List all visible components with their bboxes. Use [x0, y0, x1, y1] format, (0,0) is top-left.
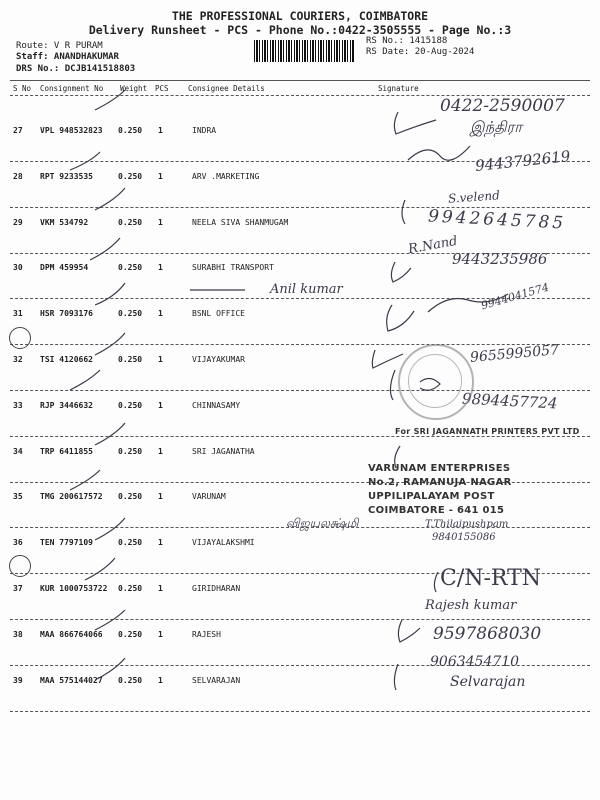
row-pcs: 1 [158, 218, 163, 227]
rs-date: RS Date: 20-Aug-2024 [366, 47, 475, 57]
row-consignment: MAA 866764066 [40, 630, 103, 639]
row-consignee: SELVARAJAN [192, 676, 241, 685]
row-pcs: 1 [158, 172, 163, 181]
row-sno: 36 [13, 538, 23, 547]
row-pcs: 1 [158, 447, 163, 456]
row-consignee: GIRIDHARAN [192, 584, 241, 593]
handwritten-name: Anil kumar [270, 282, 343, 297]
rs-number: RS No.: 1415188 [366, 36, 448, 46]
row-pcs: 1 [158, 126, 163, 135]
runsheet-subtitle: Delivery Runsheet - PCS - Phone No.:0422-3505555 - Page No.:3 [88, 23, 512, 37]
row-weight: 0.250 [118, 676, 143, 685]
row-pcs: 1 [158, 630, 163, 639]
drs-number: DRS No.: DCJB141518803 [16, 64, 136, 74]
row-consignee: SURABHI TRANSPORT [192, 263, 274, 272]
col-pcs: PCS [155, 84, 169, 93]
row-consignment: MAA 575144027 [40, 676, 103, 685]
handwritten-name: விஜயலக்ஷ்மி [286, 516, 359, 530]
row-consignee: INDRA [192, 126, 217, 135]
row-consignment: VPL 948532823 [40, 126, 103, 135]
row-consignee: ARV .MARKETING [192, 172, 260, 181]
col-consignment: Consignment No [40, 84, 104, 93]
handwritten-phone: 9443235986 [452, 250, 548, 268]
row-pcs: 1 [158, 401, 163, 410]
row-pcs: 1 [158, 355, 163, 364]
route: Route: V R PURAM [16, 41, 103, 51]
row-consignee: CHINNASAMY [192, 401, 241, 410]
row-consignee: VARUNAM [192, 492, 226, 501]
row-weight: 0.250 [118, 126, 143, 135]
row-consignee: RAJESH [192, 630, 221, 639]
row-pcs: 1 [158, 492, 163, 501]
row-sno: 29 [13, 218, 23, 227]
row-weight: 0.250 [118, 401, 143, 410]
row-sno: 28 [13, 172, 23, 181]
handwritten-phone: 9597868030 [433, 624, 542, 644]
col-consignee: Consignee Details [188, 84, 265, 93]
handwritten-phone: 9894457724 [461, 389, 558, 413]
handwritten-mark: C/N-RTN [440, 566, 542, 591]
handwritten-name: T.Thilaipushpam [425, 519, 509, 530]
col-signature: Signature [378, 84, 419, 93]
row-sno: 32 [13, 355, 23, 364]
company-stamp: VARUNAM ENTERPRISES [368, 463, 511, 474]
row-sno: 33 [13, 401, 23, 410]
row-weight: 0.250 [118, 630, 143, 639]
row-sno: 38 [13, 630, 23, 639]
runsheet-title: THE PROFESSIONAL COURIERS, COIMBATORE [171, 9, 429, 23]
row-consignee: VIJAYALAKSHMI [192, 538, 255, 547]
row-weight: 0.250 [118, 263, 143, 272]
company-stamp: For SRI JAGANNATH PRINTERS PVT LTD [395, 427, 580, 436]
row-sno: 39 [13, 676, 23, 685]
row-sno: 34 [13, 447, 23, 456]
handwritten-phone: 9944041574 [479, 280, 551, 313]
row-consignment: TSI 4120662 [40, 355, 93, 364]
handwritten-name: S.velend [447, 188, 501, 206]
row-weight: 0.250 [118, 584, 143, 593]
handwritten-name: Selvarajan [450, 674, 526, 690]
staff: Staff: ANANDHAKUMAR [16, 52, 119, 62]
row-consignment: HSR 7093176 [40, 309, 93, 318]
handwritten-name: இந்திரா [470, 118, 523, 136]
row-pcs: 1 [158, 309, 163, 318]
handwritten-phone: 0422-2590007 [440, 96, 565, 116]
company-stamp: COIMBATORE - 641 015 [368, 505, 505, 516]
row-weight: 0.250 [118, 218, 143, 227]
row-sno: 37 [13, 584, 23, 593]
row-consignment: DPM 459954 [40, 263, 89, 272]
row-consignment: TMG 200617572 [40, 492, 103, 501]
col-sno: S No [13, 84, 32, 93]
row-pcs: 1 [158, 263, 163, 272]
row-weight: 0.250 [118, 172, 143, 181]
row-consignment: TEN 7797109 [40, 538, 93, 547]
handwritten-phone: 9063454710 [430, 654, 520, 670]
company-stamp: UPPILIPALAYAM POST [368, 491, 495, 502]
row-weight: 0.250 [118, 309, 143, 318]
row-sno: 31 [13, 309, 23, 318]
row-pcs: 1 [158, 538, 163, 547]
row-sno: 35 [13, 492, 23, 501]
handwritten-name: Rajesh kumar [425, 598, 517, 613]
row-weight: 0.250 [118, 355, 143, 364]
row-consignment: RPT 9233535 [40, 172, 93, 181]
row-pcs: 1 [158, 584, 163, 593]
handwritten-phone: 9443792619 [474, 147, 572, 175]
row-sno: 27 [13, 126, 23, 135]
row-weight: 0.250 [118, 538, 143, 547]
row-consignment: TRP 6411855 [40, 447, 93, 456]
row-consignee: SRI JAGANATHA [192, 447, 255, 456]
handwritten-phone: 9840155086 [432, 532, 496, 543]
row-sno: 30 [13, 263, 23, 272]
row-consignee: NEELA SIVA SHANMUGAM [192, 218, 289, 227]
row-consignment: VKM 534792 [40, 218, 89, 227]
row-consignee: VIJAYAKUMAR [192, 355, 245, 364]
handwritten-phone: 9942645785 [427, 206, 567, 234]
handwritten-phone: 9655995057 [469, 342, 560, 366]
company-stamp: No.2, RAMANUJA NAGAR [368, 477, 512, 488]
row-consignee: BSNL OFFICE [192, 309, 245, 318]
col-weight: Weight [120, 84, 148, 93]
row-consignment: RJP 3446632 [40, 401, 93, 410]
row-weight: 0.250 [118, 447, 143, 456]
row-pcs: 1 [158, 676, 163, 685]
row-weight: 0.250 [118, 492, 143, 501]
handwritten-name: R.Nand [407, 233, 459, 258]
row-consignment: KUR 1000753722 [40, 584, 108, 593]
